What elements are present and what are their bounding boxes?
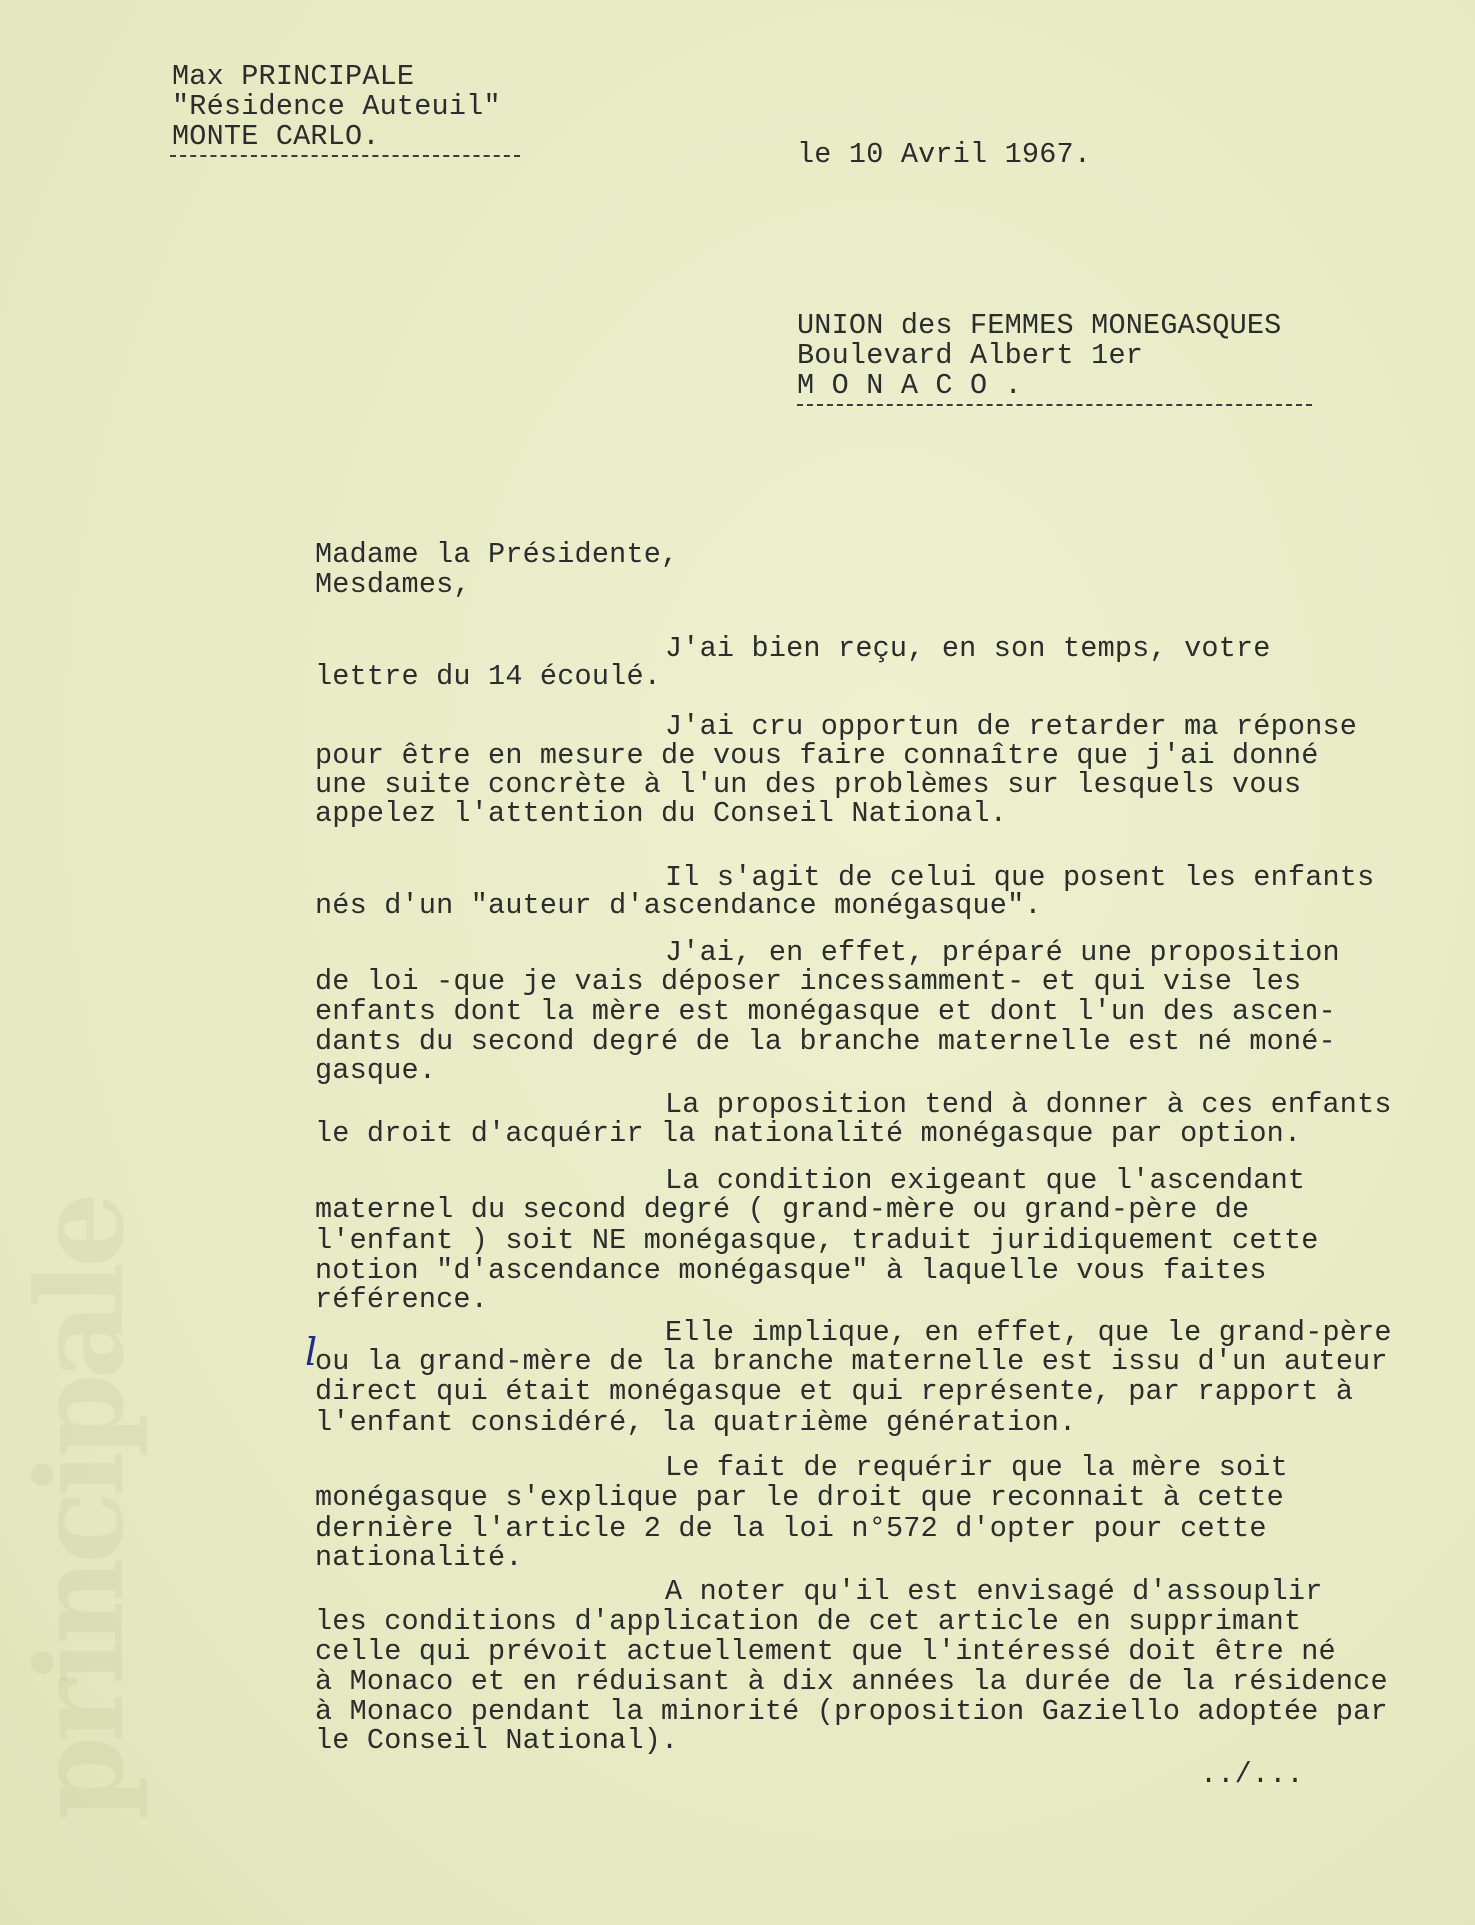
watermark-stamp: principale — [10, 1197, 151, 1820]
paragraph-line: lettre du 14 écoulé. — [315, 660, 662, 693]
paragraph-line: nationalité. — [315, 1541, 523, 1574]
paragraph-line: nés d'un "auteur d'ascendance monégasque". — [315, 889, 1042, 922]
paragraph-line: La condition exigeant que l'ascendant — [665, 1164, 1306, 1197]
paragraph-line: maternel du second degré ( grand-mère ou grand-père de — [315, 1193, 1250, 1226]
paragraph-line: le Conseil National). — [315, 1724, 679, 1757]
paragraph-line: l'enfant ) soit NE monégasque, traduit juridiquement cette — [315, 1224, 1319, 1257]
paragraph-line: J'ai bien reçu, en son temps, votre — [665, 632, 1271, 665]
recipient-underline — [797, 404, 1312, 406]
paragraph-line: à Monaco et en réduisant à dix années la durée de la résidence — [315, 1665, 1388, 1698]
paragraph-line: La proposition tend à donner à ces enfants — [665, 1088, 1392, 1121]
paragraph-line: direct qui était monégasque et qui représente, par rapport à — [315, 1375, 1354, 1408]
sender-residence: "Résidence Auteuil" — [172, 90, 501, 123]
paragraph-line: Elle implique, en effet, que le grand-père — [665, 1316, 1392, 1349]
paragraph-line: les conditions d'application de cet article en supprimant — [315, 1605, 1302, 1638]
handwritten-correction: l — [305, 1330, 318, 1374]
paragraph-line: notion "d'ascendance monégasque" à laquelle vous faites — [315, 1254, 1267, 1287]
paragraph-line: dernière l'article 2 de la loi n°572 d'opter pour cette — [315, 1512, 1267, 1545]
paragraph-line: l'enfant considéré, la quatrième génération. — [315, 1406, 1077, 1439]
paragraph-line: appelez l'attention du Conseil National. — [315, 797, 1008, 830]
paragraph-line: J'ai cru opportun de retarder ma réponse — [665, 710, 1358, 743]
sender-city: MONTE CARLO. — [172, 120, 380, 153]
paragraph-line: pour être en mesure de vous faire connaître que j'ai donné — [315, 739, 1319, 772]
salutation-line: Madame la Présidente, — [315, 538, 679, 571]
recipient-city: M O N A C O . — [797, 369, 1022, 402]
paragraph-line: gasque. — [315, 1054, 437, 1087]
paragraph-line: référence. — [315, 1283, 489, 1316]
paragraph-line: A noter qu'il est envisagé d'assouplir — [665, 1575, 1323, 1608]
recipient-street: Boulevard Albert 1er — [797, 339, 1144, 372]
letter-date: le 10 Avril 1967. — [797, 138, 1092, 171]
sender-name: Max PRINCIPALE — [172, 60, 415, 93]
continuation-marker: ../... — [1200, 1758, 1304, 1791]
paragraph-line: une suite concrète à l'un des problèmes sur lesquels vous — [315, 768, 1302, 801]
paragraph-line: Il s'agit de celui que posent les enfants — [665, 861, 1375, 894]
sender-underline — [170, 155, 520, 157]
paragraph-line: à Monaco pendant la minorité (proposition Gaziello adoptée par — [315, 1695, 1388, 1728]
paragraph-line: dants du second degré de la branche maternelle est né moné- — [315, 1025, 1336, 1058]
paragraph-line: Le fait de requérir que la mère soit — [665, 1451, 1288, 1484]
paragraph-line: le droit d'acquérir la nationalité monégasque par option. — [315, 1117, 1302, 1150]
salutation-line: Mesdames, — [315, 568, 471, 601]
paragraph-line: de loi -que je vais déposer incessamment- et qui vise les — [315, 965, 1302, 998]
paragraph-line: J'ai, en effet, préparé une proposition — [665, 936, 1340, 969]
paragraph-line: celle qui prévoit actuellement que l'intéressé doit être né — [315, 1635, 1336, 1668]
paragraph-line: monégasque s'explique par le droit que reconnait à cette — [315, 1481, 1284, 1514]
paragraph-line: ou la grand-mère de la branche maternelle est issu d'un auteur — [315, 1345, 1388, 1378]
recipient-name: UNION des FEMMES MONEGASQUES — [797, 309, 1282, 342]
paragraph-line: enfants dont la mère est monégasque et dont l'un des ascen- — [315, 995, 1336, 1028]
